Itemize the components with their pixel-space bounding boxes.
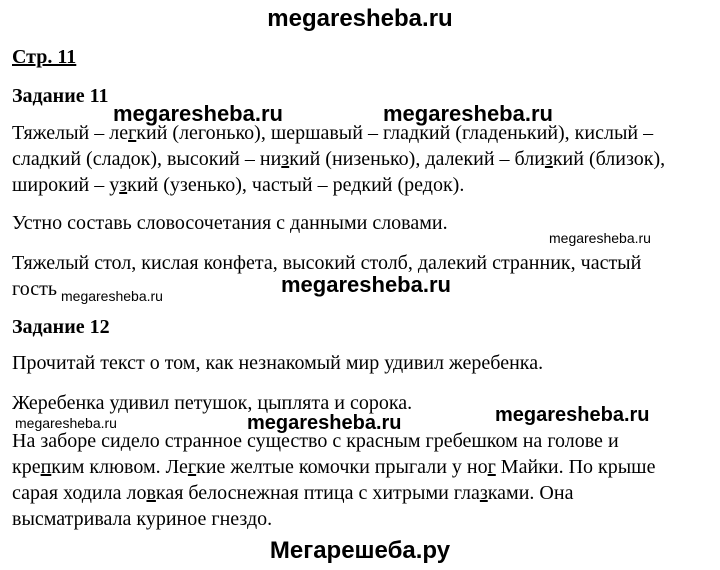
- watermark: megaresheba.ru: [281, 272, 451, 297]
- text-segment: ким клювом. Ле: [51, 456, 188, 478]
- site-footer: Мегарешеба.ру: [269, 537, 451, 564]
- text-segment: кре: [12, 456, 41, 478]
- text-segment: кая белоснежная птица с хитрыми гла: [155, 482, 480, 504]
- task-11-line-3: [12, 172, 464, 198]
- underlined-letter: д: [409, 122, 420, 144]
- text-segment: кие желтые комочки прыгали у но: [196, 456, 488, 478]
- task-12-text-line-4: [12, 506, 272, 532]
- task-11-line-1: [12, 120, 653, 146]
- text-segment: кий (гладенький), кислый –: [419, 122, 654, 144]
- watermark: megaresheba.ru: [61, 288, 163, 304]
- text-segment: кий (низенько), далекий – бли: [289, 148, 545, 170]
- underlined-letter: з: [479, 482, 488, 504]
- underlined-letter: г: [187, 456, 197, 478]
- task-11-instruction: Устно составь словосочетания с данными словами.: [12, 212, 448, 234]
- underlined-letter: з: [281, 148, 290, 170]
- task-12-title: Задание 12: [12, 316, 110, 338]
- page-reference: Стр. 11: [12, 46, 77, 68]
- text-segment: На заборе сидело странное существо с красным гребешком на голове и: [12, 430, 619, 452]
- watermark: megaresheba.ru: [549, 230, 651, 246]
- text-segment: ками. Она: [487, 482, 574, 504]
- text-segment: сла: [12, 148, 40, 170]
- task-12-text-line-3: [12, 480, 573, 506]
- watermark: megaresheba.ru: [113, 101, 283, 126]
- text-segment: Тяжелый – ле: [12, 122, 129, 144]
- watermark: megaresheba.ru: [15, 415, 117, 431]
- text-segment: кий (сладок), высокий – ни: [49, 148, 282, 170]
- underlined-letter: з: [544, 148, 553, 170]
- task-11-title: Задание 11: [12, 85, 109, 107]
- task-11-line-2: [12, 146, 665, 172]
- text-segment: кий (узенько), частый – ре: [127, 174, 352, 196]
- task-12-instruction: Прочитай текст о том, как незнакомый мир удивил жеребенка.: [12, 352, 544, 374]
- text-segment: высматривала куриное гнездо.: [12, 508, 273, 530]
- text-segment: Майки. По крыше: [495, 456, 656, 478]
- text-segment: кий (близок),: [552, 148, 666, 170]
- text-segment: широкий – у: [12, 174, 120, 196]
- text-segment: кий (легонько), шершавый – гла: [136, 122, 409, 144]
- watermark: megaresheba.ru: [247, 412, 402, 434]
- task-12-text-line-2: [12, 454, 655, 480]
- underlined-letter: в: [146, 482, 156, 504]
- text-segment: кий (редок).: [361, 174, 465, 196]
- underlined-letter: п: [40, 456, 52, 478]
- underlined-letter: г: [128, 122, 137, 144]
- underlined-letter: з: [119, 174, 128, 196]
- underlined-letter: г: [487, 456, 496, 478]
- watermark: megaresheba.ru: [383, 101, 553, 126]
- underlined-letter: д: [39, 148, 50, 170]
- task-11-answer-line-1: Тяжелый стол, кислая конфета, высокий столб, далекий странник, частый: [12, 252, 642, 274]
- task-11-answer-line-2: гость: [12, 278, 57, 300]
- text-segment: сарая ходила ло: [12, 482, 147, 504]
- underlined-letter: д: [351, 174, 362, 196]
- task-12-text-line-1: [12, 428, 619, 454]
- task-12-answer: Жеребенка удивил петушок, цыплята и сорока.: [12, 392, 413, 414]
- watermark: megaresheba.ru: [495, 404, 650, 426]
- site-header: megaresheba.ru: [267, 5, 453, 32]
